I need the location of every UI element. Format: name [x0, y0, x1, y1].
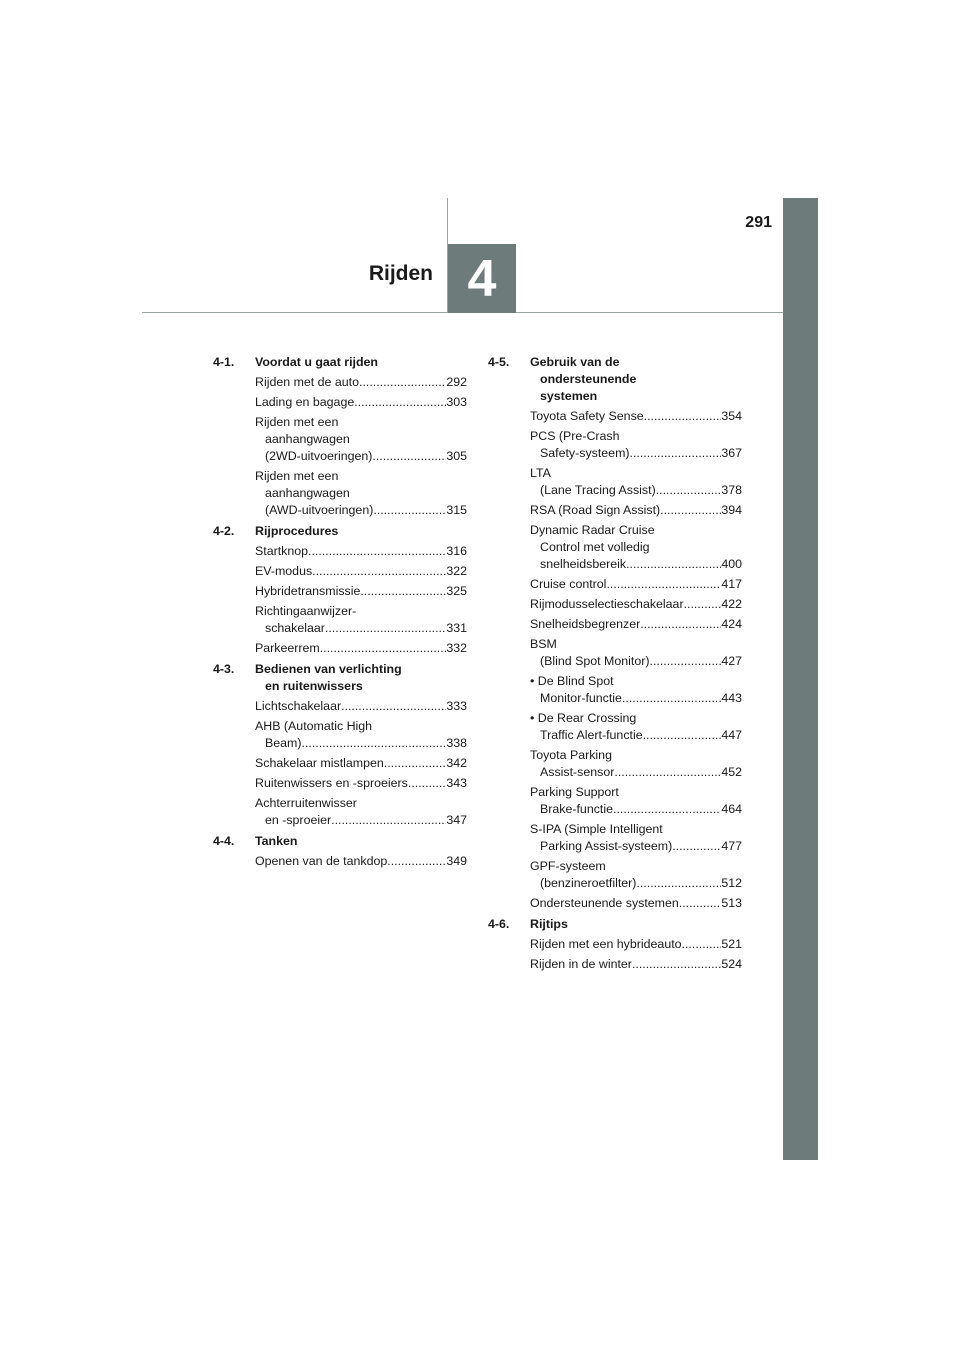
dot-leader [312, 563, 446, 580]
entry-page-number: 452 [721, 765, 742, 779]
section-heading [213, 661, 467, 695]
entry-line [530, 956, 742, 973]
entry-line [530, 596, 742, 613]
entry-text: en -sproeier [265, 813, 332, 827]
entry-line: • De Rear Crossing [530, 711, 637, 725]
dot-leader [622, 690, 721, 707]
toc-entry[interactable] [213, 795, 467, 829]
entry-line: Dynamic Radar Cruise [530, 523, 655, 537]
dot-leader [341, 698, 446, 715]
entry-page-number: 322 [446, 564, 467, 578]
entry-page-number: 349 [446, 854, 467, 868]
toc-entry[interactable] [213, 755, 467, 772]
entry-text: Lading en bagage [255, 395, 355, 409]
section-heading [213, 354, 467, 371]
entry-line: Achterruitenwisser [255, 796, 357, 810]
entry-page-number: 316 [446, 544, 467, 558]
dot-leader [325, 620, 446, 637]
entry-page-number: 422 [721, 597, 742, 611]
dot-leader [644, 408, 722, 425]
entry-page-number: 338 [446, 736, 467, 750]
section-title-line: Voordat u gaat rijden [255, 355, 378, 369]
entry-line: Richtingaanwijzer- [255, 604, 357, 618]
toc-entry[interactable] [488, 596, 742, 613]
entry-line: S-IPA (Simple Intelligent [530, 822, 663, 836]
entry-page-number: 427 [721, 654, 742, 668]
entry-page-number: 424 [721, 617, 742, 631]
entry-line: aanhangwagen [265, 486, 350, 500]
dot-leader [650, 653, 722, 670]
toc-entry[interactable] [488, 636, 742, 670]
entry-line: Control met volledig [540, 540, 650, 554]
entry-line [530, 764, 742, 781]
toc-entry[interactable] [488, 858, 742, 892]
entry-line [530, 502, 742, 519]
entry-text: Snelheidsbegrenzer [530, 617, 641, 631]
entry-line: • De Blind Spot [530, 674, 614, 688]
entry-line [255, 640, 467, 657]
section-heading [213, 523, 467, 540]
entry-line [255, 563, 467, 580]
entry-line [255, 812, 467, 829]
dot-leader [626, 556, 721, 573]
toc-entry[interactable] [213, 394, 467, 411]
entry-line [530, 653, 742, 670]
toc-entry[interactable] [213, 414, 467, 465]
dot-leader [354, 394, 446, 411]
section-title [530, 916, 742, 933]
dot-leader [636, 875, 721, 892]
entry-line [255, 698, 467, 715]
section-title-line: Bedienen van verlichting [255, 662, 402, 676]
entry-line: Toyota Parking [530, 748, 612, 762]
entry-text: Parking Assist-systeem) [540, 839, 673, 853]
toc-entry[interactable] [488, 895, 742, 912]
entry-text: RSA (Road Sign Assist) [530, 503, 661, 517]
toc-section [488, 354, 742, 912]
entry-text: (Lane Tracing Assist) [540, 483, 656, 497]
dot-leader [359, 374, 446, 391]
entry-text: Monitor-functie [540, 691, 622, 705]
toc-section [213, 523, 467, 657]
dot-leader [643, 727, 722, 744]
section-number: 4-3. [213, 662, 235, 676]
section-title [255, 833, 467, 850]
entry-page-number: 447 [721, 728, 742, 742]
entry-line: Rijden met een [255, 469, 339, 483]
toc-entry[interactable] [213, 853, 467, 870]
toc-entry[interactable] [213, 374, 467, 391]
toc-entry[interactable] [488, 616, 742, 633]
entry-line: PCS (Pre-Crash [530, 429, 620, 443]
toc-entry[interactable] [488, 821, 742, 855]
entry-line [255, 620, 467, 637]
entry-line [530, 801, 742, 818]
toc-entry[interactable] [488, 465, 742, 499]
entry-text: Assist-sensor [540, 765, 615, 779]
section-title [255, 354, 467, 371]
entry-line [530, 408, 742, 425]
toc-section [488, 916, 742, 973]
dot-leader [320, 640, 447, 657]
toc-entry[interactable] [488, 784, 742, 818]
section-number: 4-5. [488, 355, 510, 369]
page-number: 291 [745, 214, 772, 231]
section-number: 4-2. [213, 524, 235, 538]
toc-entry[interactable] [488, 747, 742, 781]
dot-leader [684, 596, 722, 613]
dot-leader [632, 956, 721, 973]
entry-line [255, 502, 467, 519]
entry-text: schakelaar [265, 621, 325, 635]
entry-line [530, 576, 742, 593]
section-title-line: Rijtips [530, 917, 568, 931]
section-title [530, 354, 742, 405]
toc-entry[interactable] [213, 603, 467, 637]
entry-page-number: 315 [446, 503, 467, 517]
entry-line [255, 853, 467, 870]
entry-page-number: 394 [721, 503, 742, 517]
toc-entry[interactable] [488, 956, 742, 973]
entry-text: Safety-systeem) [540, 446, 630, 460]
toc-section [213, 354, 467, 519]
section-heading [213, 833, 467, 850]
entry-text: Ondersteunende systemen [530, 896, 679, 910]
entry-page-number: 367 [721, 446, 742, 460]
toc-entry[interactable] [213, 718, 467, 752]
entry-page-number: 477 [721, 839, 742, 853]
dot-leader [630, 445, 722, 462]
toc-entry[interactable] [488, 936, 742, 953]
entry-line: Parking Support [530, 785, 619, 799]
entry-line [255, 735, 467, 752]
section-title-line: en ruitenwissers [265, 679, 363, 693]
entry-text: (Blind Spot Monitor) [540, 654, 650, 668]
entry-text: EV-modus [255, 564, 313, 578]
section-title [255, 523, 467, 540]
toc-entry[interactable] [213, 698, 467, 715]
entry-page-number: 512 [721, 876, 742, 890]
dot-leader [672, 838, 721, 855]
entry-line [255, 448, 467, 465]
entry-text: snelheidsbereik [540, 557, 627, 571]
toc-entry[interactable] [213, 543, 467, 560]
dot-leader [387, 853, 446, 870]
entry-page-number: 343 [446, 776, 467, 790]
entry-text: Rijden in de winter [530, 957, 632, 971]
entry-page-number: 347 [446, 813, 467, 827]
entry-text: (benzineroetfilter) [540, 876, 637, 890]
toc-entry[interactable] [488, 428, 742, 462]
section-title-line: Rijprocedures [255, 524, 339, 538]
entry-text: Schakelaar mistlampen [255, 756, 384, 770]
entry-text: Rijden met een hybrideauto [530, 937, 682, 951]
entry-text: Openen van de tankdop [255, 854, 388, 868]
chapter-number: 4 [467, 249, 497, 308]
entry-line [255, 374, 467, 391]
entry-line [530, 445, 742, 462]
entry-text: Startknop [255, 544, 309, 558]
entry-page-number: 332 [446, 641, 467, 655]
entry-page-number: 521 [721, 937, 742, 951]
entry-text: Ruitenwissers en -sproeiers [255, 776, 408, 790]
dot-leader [331, 812, 446, 829]
section-number: 4-4. [213, 834, 235, 848]
entry-line [255, 755, 467, 772]
entry-text: (2WD-uitvoeringen) [265, 449, 373, 463]
toc-entry[interactable] [488, 576, 742, 593]
dot-leader [660, 502, 721, 519]
dot-leader [408, 775, 446, 792]
toc-entry[interactable] [488, 710, 742, 744]
entry-line [255, 775, 467, 792]
entry-text: Cruise control [530, 577, 607, 591]
entry-line: aanhangwagen [265, 432, 350, 446]
entry-line [255, 583, 467, 600]
dot-leader [613, 801, 721, 818]
toc-section [213, 833, 467, 870]
entry-page-number: 303 [446, 395, 467, 409]
entry-line [530, 895, 742, 912]
section-heading [488, 354, 742, 405]
dot-leader [614, 764, 721, 781]
toc-entry[interactable] [213, 583, 467, 600]
entry-text: Brake-functie [540, 802, 614, 816]
entry-line [255, 543, 467, 560]
toc-entry[interactable] [213, 640, 467, 657]
entry-page-number: 325 [446, 584, 467, 598]
entry-page-number: 524 [721, 957, 742, 971]
entry-line: Rijden met een [255, 415, 339, 429]
entry-text: Toyota Safety Sense [530, 409, 644, 423]
dot-leader [656, 482, 722, 499]
entry-line: GPF-systeem [530, 859, 606, 873]
entry-text: Parkeerrem [255, 641, 320, 655]
dot-leader [679, 895, 722, 912]
section-title [255, 661, 467, 695]
entry-line: LTA [530, 466, 551, 480]
dot-leader [384, 755, 447, 772]
chapter-number-box [448, 244, 516, 313]
dot-leader [373, 502, 446, 519]
section-title-line: Gebruik van de [530, 355, 620, 369]
entry-text: Rijmodusselectieschakelaar [530, 597, 684, 611]
entry-line [530, 727, 742, 744]
chapter-side-tab [783, 198, 818, 1160]
entry-page-number: 292 [446, 375, 467, 389]
entry-line [530, 936, 742, 953]
entry-line: AHB (Automatic High [255, 719, 373, 733]
entry-page-number: 417 [721, 577, 742, 591]
entry-page-number: 378 [721, 483, 742, 497]
entry-text: (AWD-uitvoeringen) [265, 503, 374, 517]
dot-leader [682, 936, 722, 953]
entry-text: Beam) [265, 736, 302, 750]
entry-page-number: 331 [446, 621, 467, 635]
toc-section [213, 661, 467, 829]
entry-page-number: 342 [446, 756, 467, 770]
entry-line [530, 690, 742, 707]
entry-line [530, 875, 742, 892]
dot-leader [606, 576, 721, 593]
toc-column-left [213, 354, 467, 874]
dot-leader [308, 543, 446, 560]
entry-text: Traffic Alert-functie [540, 728, 643, 742]
toc-entry[interactable] [488, 522, 742, 573]
entry-line [530, 556, 742, 573]
section-number: 4-6. [488, 917, 510, 931]
toc-entry[interactable] [213, 468, 467, 519]
dot-leader [372, 448, 446, 465]
entry-line [255, 394, 467, 411]
toc-entry[interactable] [488, 673, 742, 707]
chapter-title: Rijden [368, 262, 433, 285]
entry-page-number: 354 [721, 409, 742, 423]
entry-line: BSM [530, 637, 557, 651]
entry-page-number: 305 [446, 449, 467, 463]
dot-leader [640, 616, 721, 633]
dot-leader [302, 735, 447, 752]
entry-page-number: 464 [721, 802, 742, 816]
section-number: 4-1. [213, 355, 235, 369]
toc-entry[interactable] [213, 775, 467, 792]
section-title-line: Tanken [255, 834, 298, 848]
entry-page-number: 513 [721, 896, 742, 910]
entry-line [530, 616, 742, 633]
entry-text: Rijden met de auto [255, 375, 360, 389]
section-title-line: ondersteunende [540, 372, 637, 386]
entry-line [530, 838, 742, 855]
toc-entry[interactable] [213, 563, 467, 580]
entry-page-number: 443 [721, 691, 742, 705]
entry-page-number: 400 [721, 557, 742, 571]
entry-line [530, 482, 742, 499]
section-heading [488, 916, 742, 933]
toc-entry[interactable] [488, 502, 742, 519]
toc-column-right [488, 354, 742, 977]
entry-page-number: 333 [446, 699, 467, 713]
entry-text: Lichtschakelaar [255, 699, 342, 713]
dot-leader [360, 583, 446, 600]
section-title-line: systemen [540, 389, 598, 403]
entry-text: Hybridetransmissie [255, 584, 361, 598]
toc-entry[interactable] [488, 408, 742, 425]
